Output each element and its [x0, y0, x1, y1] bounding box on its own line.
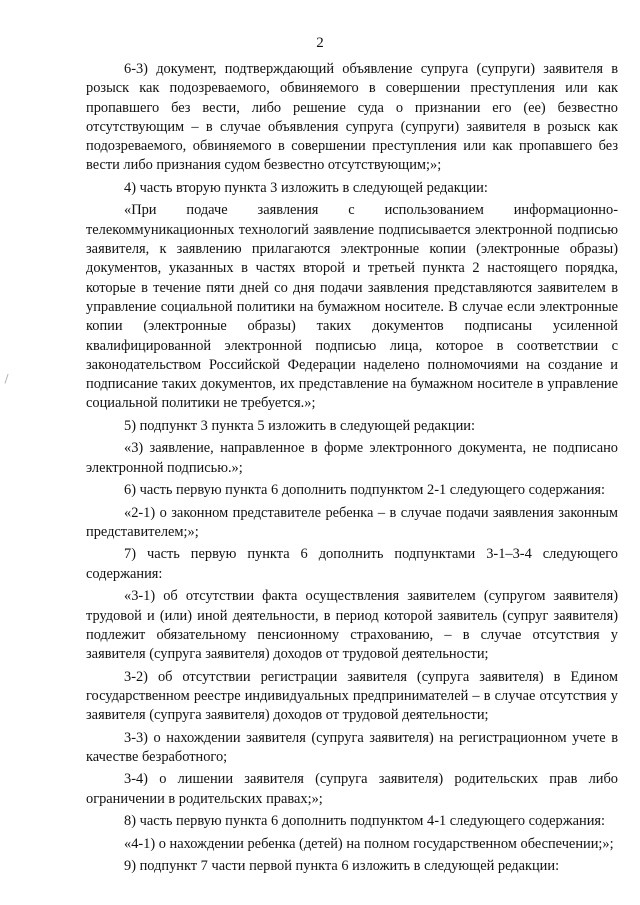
paragraph-quoted-3: «3) заявление, направленное в форме электронного документа, не подписано электронной подписью.»; [86, 440, 618, 476]
paragraph-quoted-3-1: «3-1) об отсутствии факта осуществления заявителем (супругом заявителя) трудовой и (или) иной деятельности, в период которой заявитель (супруг заявителя) подлежит обязательному пенсионному страхованию, – в случае отсутствия у заявителя (супруга заявителя) доходов от трудовой деятельности; [86, 588, 618, 663]
document-body [86, 60, 618, 877]
paragraph-item-4: 4) часть вторую пункта 3 изложить в следующей редакции: [124, 179, 488, 196]
paragraph-quoted-2-1: «2-1) о законном представителе ребенка – в случае подачи заявления законным представителем;»; [86, 504, 618, 540]
paragraph-item-8: 8) часть первую пункта 6 дополнить подпунктом 4-1 следующего содержания: [124, 813, 606, 830]
paragraph-item-9: 9) подпункт 7 части первой пункта 6 изложить в следующей редакции: [124, 858, 560, 875]
paragraph-6-3: 6-3) документ, подтверждающий объявление супруга (супруги) заявителя в розыск как подозреваемого, обвиняемого в совершении преступления или как пропавшего без вести, либо решение суда о признании его (ее) безвестно отсутствующим – в случае объявления супруга (супруги) заявителя в розыск как подозреваемого, обвиняемого в совершении преступления или как пропавшего без вести либо признания судом безвестно отсутствующим;»; [86, 61, 618, 174]
paragraph-item-7: 7) часть первую пункта 6 дополнить подпунктами 3-1–3-4 следующего содержания: [86, 546, 618, 582]
margin-mark [5, 374, 11, 384]
paragraph-3-4: 3-4) о лишении заявителя (супруга заявителя) родительских прав либо ограничении в родительских правах;»; [86, 771, 618, 807]
paragraph-3-3: 3-3) о нахождении заявителя (супруга заявителя) на регистрационном учете в качестве безработного; [86, 729, 618, 765]
paragraph-quoted-electronic-submission: «При подаче заявления с использованием информационно-телекоммуникационных технологий заявление подписывается электронной подписью заявителя, к заявлению прилагаются электронные копии (электронные образы) документов, указанных в частях второй и третьей пункта 2 настоящего порядка, которые в течение пяти дней со дня подачи заявления представляются заявителем в управление социальной политики на бумажном носителе. В случае если электронные копии (электронные образы) таких документов подписаны усиленной квалифицированной электронной подписью лица, которое в соответствии с законодательством Российской Федерации наделено полномочиями на создание и подписание таких документов, их представление на бумажном носителе в управление социальной политики не требуется.»; [86, 202, 618, 412]
paragraph-item-6: 6) часть первую пункта 6 дополнить подпунктом 2-1 следующего содержания: [124, 482, 606, 499]
page-number: 2 [316, 35, 324, 51]
paragraph-3-2: 3-2) об отсутствии регистрации заявителя (супруга заявителя) в Едином государственном реестре индивидуальных предпринимателей – в случае отсутствия у заявителя (супруга заявителя) доходов от трудовой деятельности; [86, 668, 618, 724]
paragraph-item-5: 5) подпункт 3 пункта 5 изложить в следующей редакции: [124, 417, 475, 434]
paragraph-quoted-4-1: «4-1) о нахождении ребенка (детей) на полном государственном обеспечении;»; [124, 835, 614, 852]
